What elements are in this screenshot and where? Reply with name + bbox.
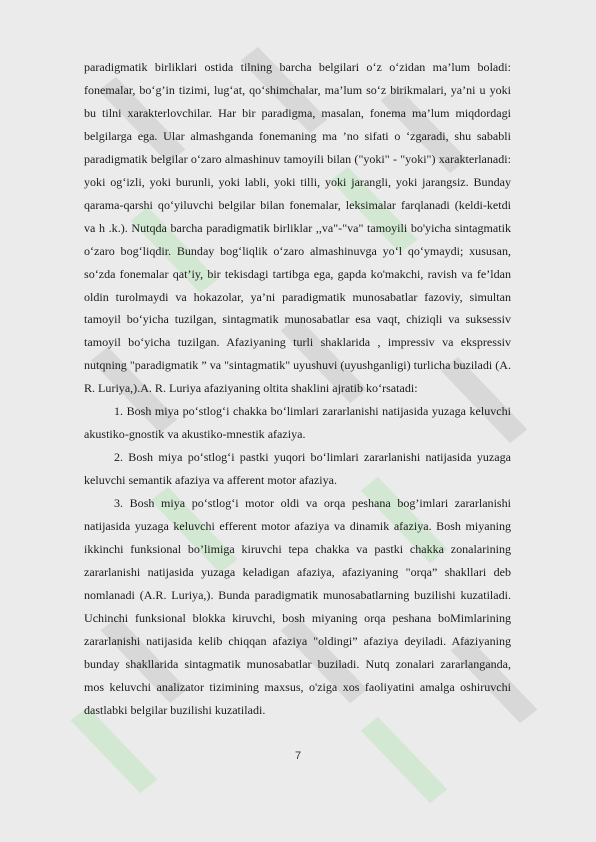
page-number: 7 — [294, 750, 302, 762]
paragraph: 2. Bosh miya po‘stlog‘i pastki yuqori bo‘limlari zararlanishi natijasida yuzaga keluvchi semantik afaziya va afferent motor afaziya. — [84, 450, 511, 488]
document-body — [84, 56, 511, 722]
paragraph: paradigmatik birliklari ostida tilning barcha belgilari o‘z o‘zidan ma’lum boladi: fonemalar, bo‘g’in tizimi, lug‘at, qo‘shimchalar, ma’lum so‘z birikmalari, ya’ni u yoki bu tilni xarakterlovchilar. Har bir paradigma, masalan, fonema ma’lum miqdordagi belgilarga ega. Ular almashganda fonemaning ma ’no sifati o ‘zgaradi, shu sababli paradigmatik belgilar o‘zaro almashinuv tamoyili bilan ("yoki" - "yoki") xarakterlanadi: yoki og‘izli, yoki burunli, yoki labli, yoki tilli, yoki jarangli, yoki jarangsiz. Bunday qarama-qarshi qo‘yiluvchi belgilar bilan fonemalar, leksimalar farqlanadi (keldi-ketdi va h .k.). Nutqda barcha paradigmatik birliklar ,,va"-"va" tamoyili bo'yicha sintagmatik o‘zaro bog‘liqdir. Bunday bog‘liqlik o‘zaro almashinuvga yo‘l qo‘ymaydi; xususan, so‘zda fonemalar qat’iy, bir tekisdagi tartibga ega, gapda ko'makchi, ravish va fe’ldan oldin turolmaydi va hokazolar, ya’ni paradigmatik munosabatlar fazoviy, simultan tamoyil bo‘yicha tuzilgan, sintagmatik munosabatlar esa vaqt, chiziqli va suksessiv tamoyil bo‘yicha tuzilgan. Afaziyaning turli shaklarida , impressiv va ekspressiv nutqning "paradigmatik ” va "sintagmatik" uyushuvi (uyushganligi) turlicha buziladi (A. R. Luriya,).A. R. Luriya afaziyaning oltita shaklini ajratib ko‘rsatadi: — [84, 60, 511, 396]
paragraph: 1. Bosh miya po‘stlog‘i chakka bo‘limlari zararlanishi natijasida yuzaga keluvchi akustiko-gnostik va akustiko-mnestik afaziya. — [84, 404, 511, 442]
paragraph: 3. Bosh miya po‘stlog‘i motor oldi va orqa peshana bog’imlari zararlanishi natijasida yuzaga keluvchi efferent motor afaziya va dinamik afaziya. Bosh miyaning ikkinchi funksional bo’limiga kiruvchi tepa chakka va pastki chakka zonalarining zararlanishi natijasida yuzaga keladigan afaziya, afaziyaning "orqa” shakllari deb nomlanadi (A.R. Luriya,). Bunda paradigmatik munosabatlarning buzilishi kuzatiladi. Uchinchi funksional blokka kiruvchi, bosh miyaning orqa peshana boMimlarining zararlanishi natijasida kelib chiqqan afaziya "oldingi” afaziya deyiladi. Afaziyaning bunday shakllarida sintagmatik munosabatlar buziladi. Nutq zonalari zararlanganda, mos keluvchi analizator tizimining maxsus, o'ziga xos faoliyatini amalga oshiruvchi dastlabki belgilar buzilishi kuzatiladi. — [84, 496, 511, 717]
